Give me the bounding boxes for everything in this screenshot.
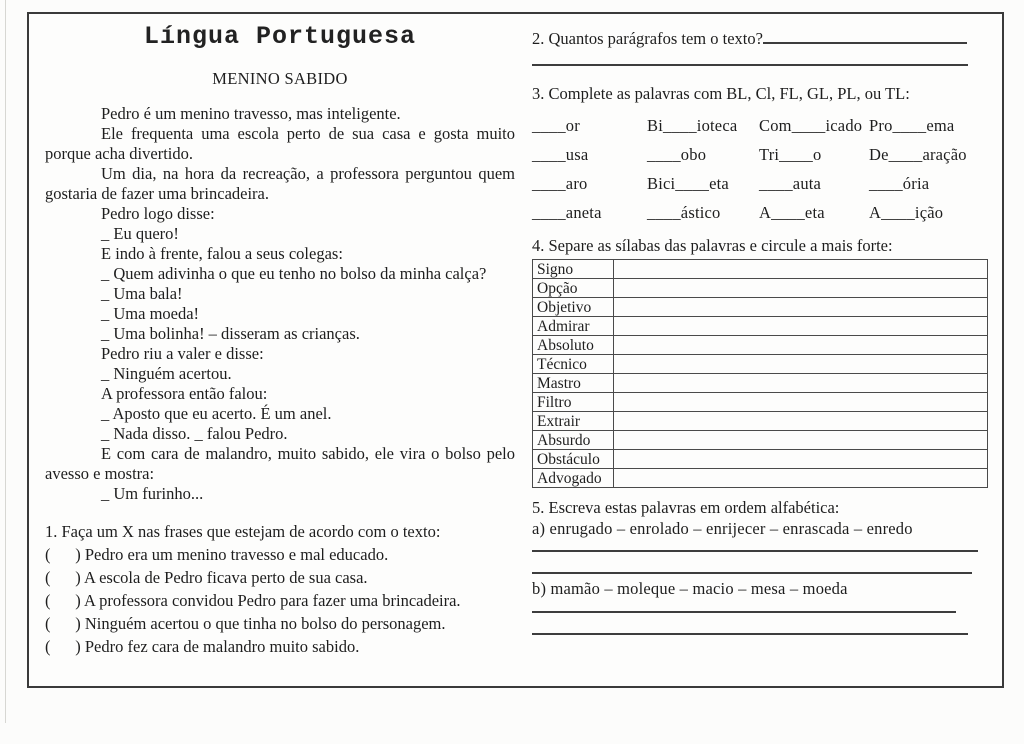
word-blank-cell: ____usa xyxy=(532,145,589,164)
word-cell: Obstáculo xyxy=(533,450,614,469)
word-blank-cell: Tri____o xyxy=(759,145,822,164)
story-paragraph: Um dia, na hora da recreação, a professora perguntou quem gostaria de fazer uma brincadeira. xyxy=(45,164,515,203)
word-blank-cell: ____aneta xyxy=(532,203,602,222)
word-blank-cell: Bici____eta xyxy=(647,174,729,193)
table-row xyxy=(533,412,988,431)
table-row xyxy=(533,431,988,450)
story-paragraph: Ele frequenta uma escola perto de sua casa e gosta muito porque acha divertido. xyxy=(45,124,515,163)
answer-line xyxy=(532,64,968,66)
story-paragraph: A professora então falou: xyxy=(101,384,268,403)
word-blank-cell: Com____icado xyxy=(759,116,863,135)
word-cell: Absoluto xyxy=(533,336,614,355)
answer-cell xyxy=(614,374,988,393)
word-cell: Extrair xyxy=(533,412,614,431)
word-cell: Opção xyxy=(533,279,614,298)
checkbox-item xyxy=(45,543,515,566)
table-row xyxy=(533,336,988,355)
word-cell: Objetivo xyxy=(533,298,614,317)
exercise2-prompt: 2. Quantos parágrafos tem o texto? xyxy=(532,29,763,48)
word-cell: Mastro xyxy=(533,374,614,393)
word-blank-cell: ____auta xyxy=(759,174,822,193)
exercise5-item-b: b) mamão – moleque – macio – mesa – moeda xyxy=(532,579,848,598)
word-cell: Absurdo xyxy=(533,431,614,450)
checkbox-mark: ( ) xyxy=(45,614,81,633)
word-blank-cell: A____ição xyxy=(869,203,944,222)
checkbox-mark: ( ) xyxy=(45,637,81,656)
word-blank-cell: Bi____ioteca xyxy=(647,116,738,135)
word-blank-cell: ____ástico xyxy=(647,203,721,222)
word-cell: Signo xyxy=(533,260,614,279)
table-row xyxy=(533,279,988,298)
exercise5-item-a: a) enrugado – enrolado – enrijecer – enrascada – enredo xyxy=(532,519,913,538)
checkbox-label: Pedro era um menino travesso e mal educado. xyxy=(84,545,389,564)
checkbox-item xyxy=(45,566,515,589)
checkbox-label: A escola de Pedro ficava perto de sua casa. xyxy=(83,568,368,587)
answer-blank xyxy=(763,30,967,44)
syllable-table xyxy=(532,259,988,488)
word-blank-cell: ____ória xyxy=(869,174,930,193)
word-blank-cell: A____eta xyxy=(759,203,825,222)
story-paragraph: _ Aposto que eu acerto. É um anel. xyxy=(101,404,332,423)
right-column xyxy=(532,14,988,635)
worksheet-title: Língua Portuguesa xyxy=(143,22,417,51)
story-paragraph: E com cara de malandro, muito sabido, ele vira o bolso pelo avesso e mostra: xyxy=(45,444,515,483)
table-row xyxy=(533,355,988,374)
word-blank-cell: De____aração xyxy=(869,145,967,164)
word-cell: Advogado xyxy=(533,469,614,488)
exercise-5 xyxy=(532,497,988,635)
answer-cell xyxy=(614,393,988,412)
story-paragraph: _ Uma bolinha! – disseram as crianças. xyxy=(101,324,360,343)
checkbox-label: Pedro fez cara de malandro muito sabido. xyxy=(84,637,360,656)
exercise3-prompt: 3. Complete as palavras com BL, Cl, FL, GL, PL, ou TL: xyxy=(532,84,910,103)
checkbox-mark: ( ) xyxy=(45,591,81,610)
checkbox-label: A professora convidou Pedro para fazer uma brincadeira. xyxy=(83,591,461,610)
story-paragraph: _ Uma moeda! xyxy=(101,304,200,323)
story-paragraph: Pedro riu a valer e disse: xyxy=(101,344,264,363)
answer-line xyxy=(532,611,956,613)
exercise1-prompt: 1. Faça um X nas frases que estejam de acordo com o texto: xyxy=(45,522,441,541)
answer-cell xyxy=(614,317,988,336)
word-blank-cell: ____or xyxy=(532,116,580,135)
story-text xyxy=(45,104,515,504)
table-row xyxy=(533,450,988,469)
answer-cell xyxy=(614,355,988,374)
answer-line xyxy=(532,550,978,552)
table-row xyxy=(533,469,988,488)
story-paragraph: _ Um furinho... xyxy=(101,484,204,503)
answer-cell xyxy=(614,279,988,298)
answer-line xyxy=(532,572,972,574)
checkbox-item xyxy=(45,635,515,658)
answer-cell xyxy=(614,412,988,431)
word-cell: Filtro xyxy=(533,393,614,412)
exercise-2 xyxy=(532,28,988,50)
story-paragraph: _ Uma bala! xyxy=(101,284,183,303)
story-title: MENINO SABIDO xyxy=(212,69,348,88)
story-paragraph: Pedro logo disse: xyxy=(101,204,215,223)
story-paragraph: _ Quem adivinha o que eu tenho no bolso da minha calça? xyxy=(101,264,487,283)
table-row xyxy=(533,298,988,317)
exercise5-prompt: 5. Escreva estas palavras em ordem alfabética: xyxy=(532,498,840,517)
checkbox-mark: ( ) xyxy=(45,545,81,564)
word-blank-cell: ____obo xyxy=(647,145,707,164)
story-paragraph: _ Eu quero! xyxy=(101,224,179,243)
answer-cell xyxy=(614,336,988,355)
scan-edge-artifact xyxy=(5,0,6,723)
table-row xyxy=(533,260,988,279)
answer-cell xyxy=(614,450,988,469)
answer-cell xyxy=(614,298,988,317)
table-row xyxy=(533,374,988,393)
word-cell: Admirar xyxy=(533,317,614,336)
answer-cell xyxy=(614,260,988,279)
exercise-1 xyxy=(45,521,515,658)
table-row xyxy=(533,393,988,412)
story-paragraph: Pedro é um menino travesso, mas inteligente. xyxy=(101,104,401,123)
answer-line xyxy=(532,633,968,635)
word-blank-cell: ____aro xyxy=(532,174,588,193)
checkbox-label: Ninguém acertou o que tinha no bolso do personagem. xyxy=(84,614,446,633)
answer-cell xyxy=(614,469,988,488)
exercise4-prompt: 4. Separe as sílabas das palavras e circule a mais forte: xyxy=(532,236,893,255)
left-column xyxy=(45,14,515,658)
story-paragraph: _ Nada disso. _ falou Pedro. xyxy=(101,424,288,443)
worksheet-sheet xyxy=(27,12,1004,688)
word-completion-grid xyxy=(532,116,988,232)
checkbox-mark: ( ) xyxy=(45,568,81,587)
table-row xyxy=(533,317,988,336)
checkbox-item xyxy=(45,612,515,635)
answer-cell xyxy=(614,431,988,450)
word-cell: Técnico xyxy=(533,355,614,374)
story-paragraph: _ Ninguém acertou. xyxy=(101,364,232,383)
checkbox-item xyxy=(45,589,515,612)
word-blank-cell: Pro____ema xyxy=(869,116,955,135)
story-paragraph: E indo à frente, falou a seus colegas: xyxy=(101,244,343,263)
